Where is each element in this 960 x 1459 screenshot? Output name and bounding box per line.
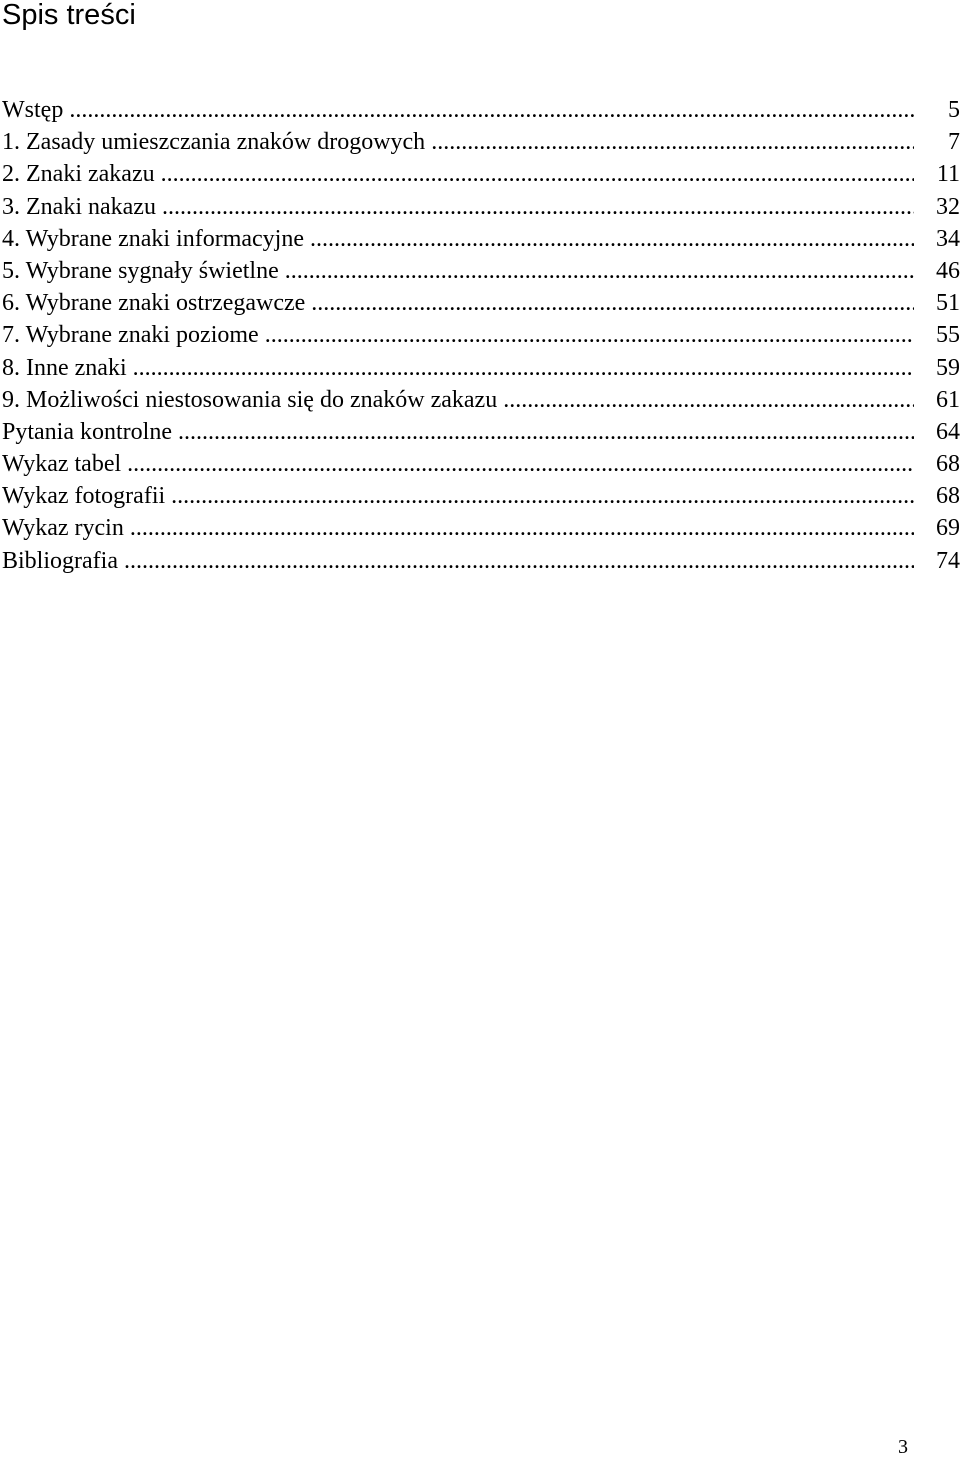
toc-entry-label: Wykaz fotografii <box>2 483 166 510</box>
toc-dot-leader <box>178 416 914 448</box>
toc-entry-page: 69 <box>936 515 960 542</box>
toc-entry-page: 46 <box>936 257 960 284</box>
toc-dot-leader <box>133 352 914 384</box>
toc-entry-page: 5 <box>948 97 960 123</box>
toc-entry[interactable] <box>2 545 960 577</box>
toc-entry[interactable] <box>2 319 960 351</box>
toc-dot-leader <box>431 126 914 158</box>
toc-entry-page: 68 <box>936 483 960 510</box>
toc-entry[interactable] <box>2 287 960 319</box>
toc-entry[interactable] <box>2 512 960 544</box>
toc-entry-page: 55 <box>936 322 960 349</box>
toc-dot-leader <box>127 448 914 480</box>
toc-entry[interactable] <box>2 126 960 158</box>
toc-entry[interactable] <box>2 416 960 448</box>
toc-entry[interactable] <box>2 223 960 255</box>
toc-dot-leader <box>503 384 914 416</box>
toc-entry[interactable] <box>2 384 960 416</box>
toc-dot-leader <box>124 545 914 577</box>
toc-entry-page: 59 <box>936 354 960 381</box>
toc-dot-leader <box>311 287 914 319</box>
toc-entry-label: 4. Wybrane znaki informacyjne <box>2 225 304 252</box>
toc-entry-label: 5. Wybrane sygnały świetlne <box>2 257 279 284</box>
toc-entry-label: Bibliografia <box>2 547 118 574</box>
toc-entry-page: 34 <box>936 225 960 252</box>
toc-entry-page: 32 <box>936 193 960 220</box>
toc-entry-label: 9. Możliwości niestosowania się do znaków zakazu <box>2 386 498 413</box>
toc-entry-page: 74 <box>936 547 960 574</box>
toc-entry[interactable] <box>2 191 960 223</box>
toc-entry-page: 7 <box>948 129 960 156</box>
toc-entry-page: 64 <box>936 418 960 445</box>
toc-entry-label: 1. Zasady umieszczania znaków drogowych <box>2 129 426 156</box>
toc-dot-leader <box>285 255 914 287</box>
toc-entry[interactable] <box>2 94 960 126</box>
toc-dot-leader <box>69 94 914 126</box>
page-title: Spis treści <box>2 0 136 31</box>
toc-entry-page: 68 <box>936 451 960 478</box>
toc-dot-leader <box>310 223 914 255</box>
toc-entry[interactable] <box>2 158 960 190</box>
toc-dot-leader <box>130 512 914 544</box>
toc-dot-leader <box>162 191 914 223</box>
toc-entry-label: Wstęp <box>2 97 64 123</box>
toc-dot-leader <box>161 158 914 190</box>
toc-entry-label: Wykaz rycin <box>2 515 124 542</box>
toc-entry-label: 7. Wybrane znaki poziome <box>2 322 259 349</box>
toc-entry-page: 51 <box>936 290 960 317</box>
toc-entry-label: 8. Inne znaki <box>2 354 127 381</box>
toc-entry-page: 11 <box>936 161 960 188</box>
toc-entry-label: Pytania kontrolne <box>2 418 172 445</box>
toc-entry-label: 6. Wybrane znaki ostrzegawcze <box>2 290 306 317</box>
toc-entry[interactable] <box>2 352 960 384</box>
toc-entry[interactable] <box>2 480 960 512</box>
toc-entry-label: 2. Znaki zakazu <box>2 161 155 188</box>
toc-entry[interactable] <box>2 255 960 287</box>
toc-dot-leader <box>265 319 914 351</box>
toc-entry-label: 3. Znaki nakazu <box>2 193 156 220</box>
toc-entry-label: Wykaz tabel <box>2 451 122 478</box>
table-of-contents <box>2 94 960 577</box>
toc-dot-leader <box>171 480 914 512</box>
toc-entry[interactable] <box>2 448 960 480</box>
toc-entry-page: 61 <box>936 386 960 413</box>
page-number: 3 <box>898 1436 908 1458</box>
